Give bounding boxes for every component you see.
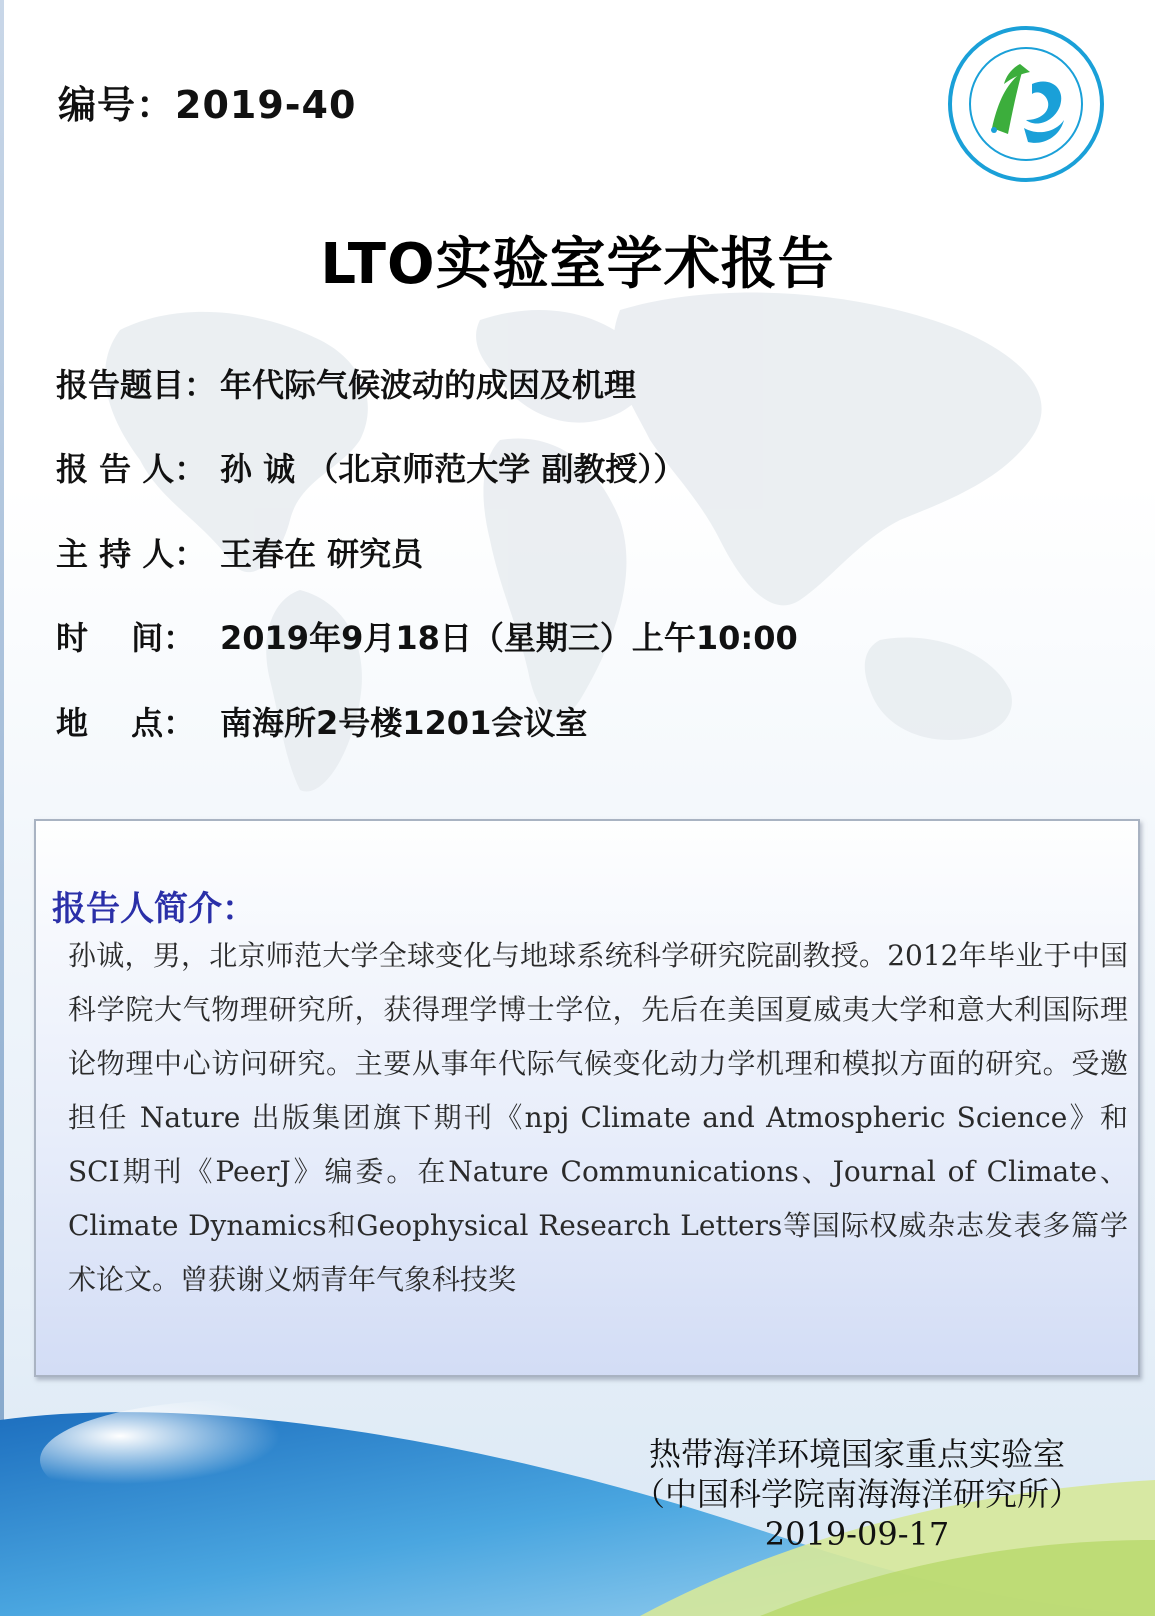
field-label: 报告题目： [56, 366, 217, 404]
lab-logo [946, 24, 1106, 184]
field-label: 时 间： [56, 619, 196, 657]
speaker-bio-panel [34, 819, 1140, 1377]
footer-institute: （中国科学院南海海洋研究所） [632, 1475, 1081, 1513]
field-location [56, 698, 587, 744]
serial-label: 编号： [58, 83, 176, 127]
field-report-topic [56, 360, 636, 406]
field-value: 王春在 研究员 [220, 535, 424, 573]
field-label: 报 告 人： [56, 450, 207, 488]
bio-text: 孙诚，男，北京师范大学全球变化与地球系统科学研究院副教授。2012年毕业于中国科学院大气物理研究所，获得理学博士学位，先后在美国夏威夷大学和意大利国际理论物理中心访问研究。主要从事年代际气候变化动力学机理和模拟方面的研究。受邀担任 Nature 出版集团旗下期刊《npj Climate and Atmospheric Science》和SCI期刊《PeerJ》编委。在Nature Communications、Journal of Climate、Climate Dynamics和Geophysical Research Letters等国际权威杂志发表多篇学术论文。曾获谢义炳青年气象科技奖 [68, 939, 1128, 1296]
footer-signature [633, 1434, 1081, 1554]
footer-date: 2019-09-17 [764, 1515, 950, 1553]
field-host [56, 529, 423, 575]
serial-value: 2019-40 [175, 83, 357, 127]
page-title: LTO实验室学术报告 [320, 232, 835, 297]
field-speaker [56, 444, 685, 490]
field-value: 年代际气候波动的成因及机理 [220, 366, 637, 404]
field-value: 孙 诚 （北京师范大学 副教授）） [220, 450, 686, 488]
serial-number [58, 74, 356, 129]
field-value: 南海所2号楼1201会议室 [220, 704, 588, 742]
field-time [56, 613, 798, 659]
field-value: 2019年9月18日（星期三）上午10:00 [220, 619, 798, 657]
field-label: 主 持 人： [56, 535, 207, 573]
bio-heading: 报告人简介： [52, 889, 256, 929]
field-label: 地 点： [56, 704, 196, 742]
footer-org: 热带海洋环境国家重点实验室 [648, 1435, 1065, 1473]
